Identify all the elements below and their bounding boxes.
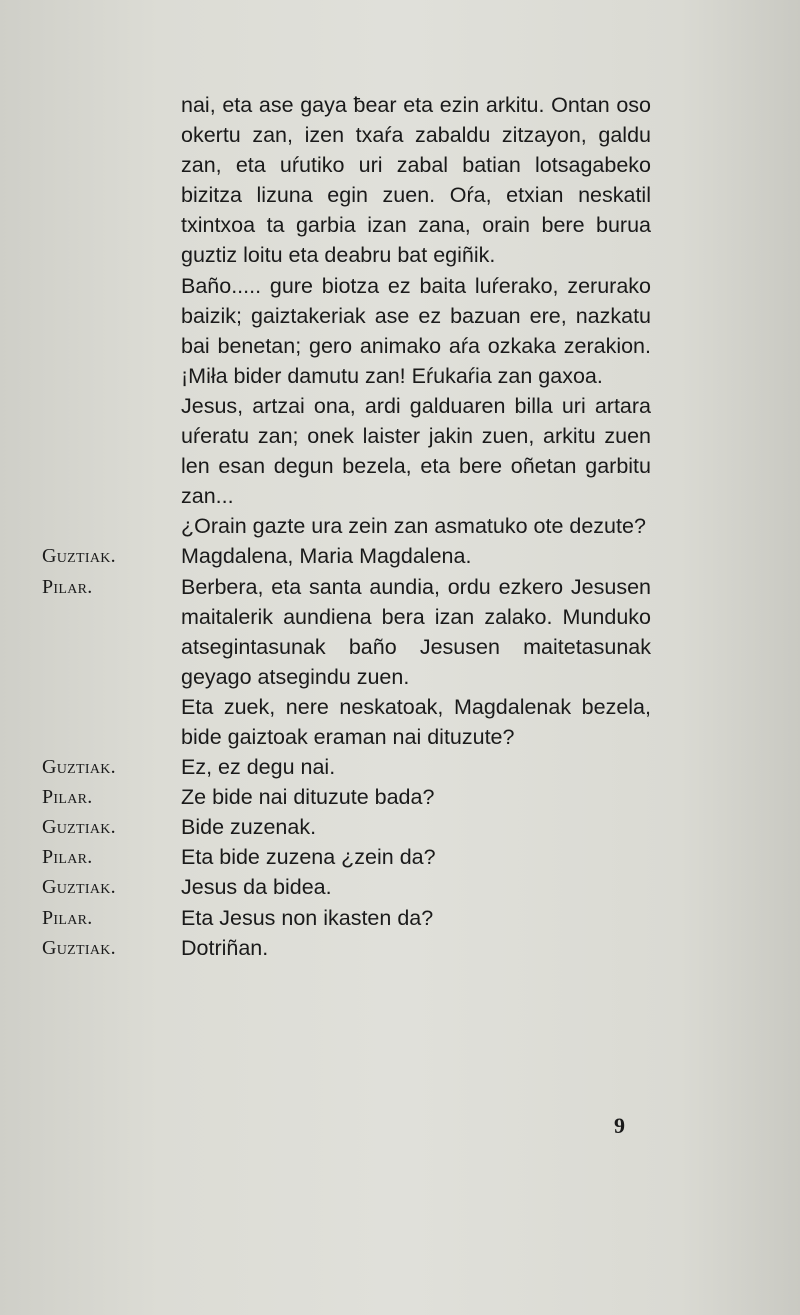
dialogue-line <box>42 812 651 842</box>
dialogue-line <box>42 933 651 963</box>
dialogue-text: Berbera, eta santa aundia, ordu ezkero Jesusen maitalerik aundiena bera izan zalako. Munduko atsegintasunak baño Jesusen maitetasunak geyago atsegindu zuen. <box>181 574 651 689</box>
dialogue-line <box>42 903 651 933</box>
speaker-name: Guztiak. <box>42 876 116 899</box>
dialogue-text: Eta bide zuzena ¿zein da? <box>181 845 436 870</box>
narrative-paragraph-2: Baño..... gure biotza ez baita luŕerako, zerurako baizik; gaiztakeriak ase ez bazuan ere, nazkatu bai benetan; gero animako aŕa ozkaka zerakion. ¡Miła bider damutu zan! Eŕukaŕia zan gaxoa. <box>181 273 651 388</box>
speaker-name: Pilar. <box>42 786 93 809</box>
dialogue-text: Eta zuek, nere neskatoak, Magdalenak bezela, bide gaiztoak eraman nai dituzute? <box>181 694 651 749</box>
speaker-name: Guztiak. <box>42 816 116 839</box>
speaker-name: Guztiak. <box>42 756 116 779</box>
narrative-paragraph-4: ¿Orain gazte ura zein zan asmatuko ote dezute? <box>181 514 646 539</box>
dialogue-text: Ez, ez degu nai. <box>181 755 336 780</box>
speaker-name: Pilar. <box>42 575 93 598</box>
dialogue-text: Jesus da bidea. <box>181 875 332 900</box>
dialogue-text: Bide zuzenak. <box>181 815 317 840</box>
narrative-paragraph-3: Jesus, artzai ona, ardi galduaren billa uri artara uŕeratu zan; onek laister jakin zuen, arkitu zuen len esan degun bezela, eta bere oñetan garbitu zan... <box>181 393 651 509</box>
dialogue-text: Eta Jesus non ikasten da? <box>181 905 434 930</box>
dialogue-line <box>42 842 651 872</box>
speaker-name: Guztiak. <box>42 936 116 959</box>
dialogue-line <box>42 752 651 782</box>
dialogue-line <box>42 782 651 812</box>
dialogue-line <box>181 692 651 752</box>
dialogue-text: Ze bide nai dituzute bada? <box>181 785 435 810</box>
dialogue-line <box>42 572 651 692</box>
speaker-name: Guztiak. <box>42 545 116 568</box>
speaker-name: Pilar. <box>42 846 93 869</box>
dialogue-text: Magdalena, Maria Magdalena. <box>181 544 472 569</box>
narrative-paragraph-1: nai, eta ase gaya ƀear eta ezin arkitu. Ontan oso okertu zan, izen txaŕa zabaldu zitzayon, galdu zan, eta uŕutiko uri zabal batian lotsagabeko bizitza lizuna egin zuen. Oŕa, etxian neskatil txintxoa ta garbia izan zana, orain bere burua guztiz loitu eta deabru bat egiñik. <box>181 93 651 268</box>
speaker-name: Pilar. <box>42 906 93 929</box>
dialogue-text: Dotriñan. <box>181 935 269 960</box>
dialogue-line <box>42 872 651 902</box>
dialogue-line <box>42 541 651 571</box>
page-number: 9 <box>614 1113 625 1138</box>
page-body <box>42 90 651 963</box>
